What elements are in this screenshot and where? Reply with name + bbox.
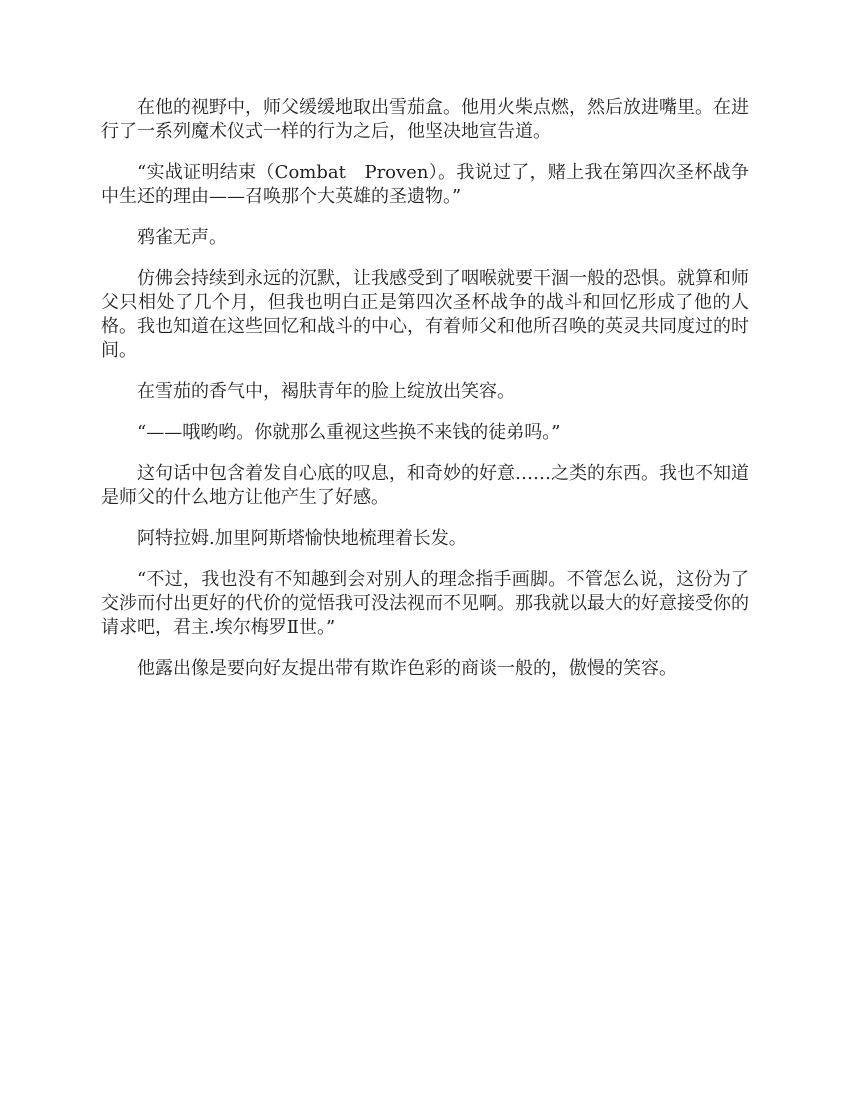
paragraph-1: 在他的视野中，师父缓缓地取出雪茄盒。他用火柴点燃，然后放进嘴里。在进行了一系列魔术仪式一样的行为之后，他坚决地宣告道。	[101, 97, 749, 142]
paragraph-10: 他露出像是要向好友提出带有欺诈色彩的商谈一般的，傲慢的笑容。	[137, 658, 677, 679]
paragraph-6: “——哦哟哟。你就那么重视这些换不来钱的徒弟吗。”	[137, 422, 561, 443]
paragraph-5: 在雪茄的香气中，褐肤青年的脸上绽放出笑容。	[137, 381, 515, 402]
paragraph-8: 阿特拉姆.加里阿斯塔愉快地梳理着长发。	[137, 528, 467, 549]
paragraph-2: “实战证明结束（Combat Proven）。我说过了，赌上我在第四次圣杯战争中生还的理由——召唤那个大英雄的圣遗物。”	[101, 162, 749, 207]
paragraph-9: “不过，我也没有不知趣到会对别人的理念指手画脚。不管怎么说，这份为了交涉而付出更好的代价的觉悟我可没法视而不见啊。那我就以最大的好意接受你的请求吧，君主.埃尔梅罗Ⅱ世。”	[101, 569, 749, 638]
paragraph-4: 仿佛会持续到永远的沉默，让我感受到了咽喉就要干涸一般的恐惧。就算和师父只相处了几个月，但我也明白正是第四次圣杯战争的战斗和回忆形成了他的人格。我也知道在这些回忆和战斗的中心，有着师父和他所召唤的英灵共同度过的时间。	[101, 268, 749, 361]
document-body	[101, 96, 749, 698]
paragraph-7: 这句话中包含着发自心底的叹息，和奇妙的好意……之类的东西。我也不知道是师父的什么地方让他产生了好感。	[101, 463, 749, 508]
paragraph-3: 鸦雀无声。	[137, 227, 227, 248]
